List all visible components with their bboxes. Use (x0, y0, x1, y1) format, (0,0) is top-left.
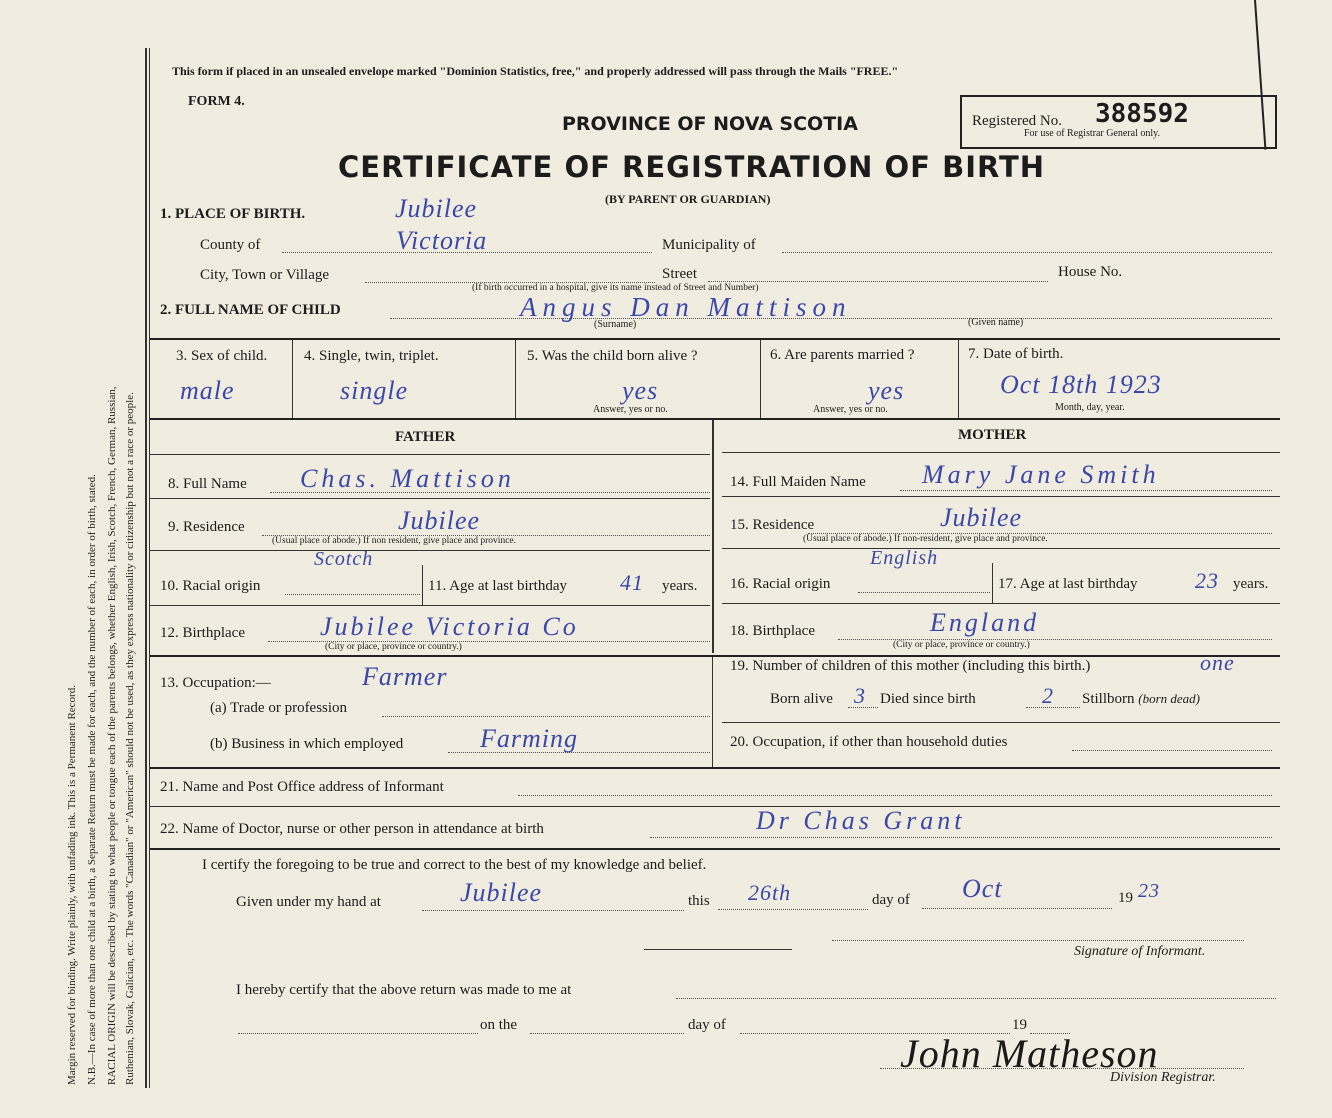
year-value: 23 (1138, 880, 1160, 902)
registered-box (960, 95, 1277, 149)
mother-heading: MOTHER (958, 427, 1027, 443)
province-heading: PROVINCE OF NOVA SCOTIA (562, 113, 858, 135)
dob-label: 7. Date of birth. (968, 346, 1064, 362)
doctor-label: 22. Name of Doctor, nurse or other person in attendance at birth (160, 821, 544, 837)
margin-note-3: RACIAL ORIGIN will be described by stating to what people or tongue each of the parents belongs, whether English, Irish, Scotch, French, German, Russian, (106, 386, 118, 1085)
children-count-value: one (1200, 650, 1235, 675)
child-name-value: Angus Dan Mattison (520, 292, 852, 322)
margin-note-2: N.B.—In case of more than one child at a birth, a Separate Return must be made for each, and the number of each, in order of birth, stated. (86, 474, 98, 1085)
certify-statement: I certify the foregoing to be true and correct to the best of my knowledge and belief. (202, 857, 707, 873)
surname-note: (Surname) (594, 319, 637, 330)
born-alive-label: 5. Was the child born alive ? (527, 348, 698, 364)
plurality-label: 4. Single, twin, triplet. (304, 348, 439, 364)
subtitle: (BY PARENT OR GUARDIAN) (605, 192, 771, 206)
born-alive-note: Answer, yes or no. (593, 404, 668, 415)
street-label: Street (662, 266, 697, 282)
left-border (145, 48, 147, 1088)
father-name-value: Chas. Mattison (300, 464, 515, 493)
day-of-label: day of (872, 892, 910, 908)
trade-label: (a) Trade or profession (210, 700, 348, 716)
given-under-hand-label: Given under my hand at (236, 894, 381, 910)
father-race-value: Scotch (314, 548, 374, 570)
informant-label: 21. Name and Post Office address of Informant (160, 779, 444, 795)
father-occupation-value: Farmer (362, 662, 448, 691)
registered-note: For use of Registrar General only. (1024, 128, 1160, 139)
mother-residence-value: Jubilee (940, 503, 1023, 532)
mother-birthplace-value: England (930, 608, 1040, 637)
division-registrar-label: Division Registrar. (1110, 1070, 1216, 1085)
business-label: (b) Business in which employed (210, 736, 404, 752)
margin-note-1: Margin reserved for binding. Write plainly, with unfading ink. This is a Permanent Record. (66, 685, 78, 1085)
given-name-note: (Given name) (968, 317, 1024, 328)
died-label: Died since birth (880, 691, 976, 707)
mother-birthplace-label: 18. Birthplace (730, 623, 815, 639)
mother-residence-label: 15. Residence (730, 517, 815, 533)
father-age-label: 11. Age at last birthday (428, 578, 567, 594)
mother-age-value: 23 (1195, 568, 1219, 593)
margin-note-4: Ruthenian, Slovak, Galician, etc. The words "Canadian" or "American" should not be used, as they express nationality or citizenship but not a race or people. (124, 392, 136, 1085)
stillborn-note: (born dead) (1138, 691, 1201, 706)
born-alive-count-label: Born alive (770, 691, 833, 707)
married-note: Answer, yes or no. (813, 404, 888, 415)
year-prefix: 19 (1118, 890, 1133, 906)
mother-birthplace-note: (City or place, province or country.) (893, 640, 1030, 650)
mother-residence-note: (Usual place of abode.) If non-resident, give place and province. (803, 534, 1048, 544)
year-prefix-2: 19 (1012, 1017, 1027, 1033)
father-residence-label: 9. Residence (168, 519, 245, 535)
doctor-value: Dr Chas Grant (756, 806, 966, 835)
father-birthplace-note: (City or place, province or country.) (325, 642, 462, 652)
form-number: FORM 4. (188, 94, 245, 109)
mother-occupation-label: 20. Occupation, if other than household duties (730, 734, 1008, 750)
informant-signature-label: Signature of Informant. (1074, 944, 1206, 959)
dob-note: Month, day, year. (1055, 402, 1125, 413)
father-residence-note: (Usual place of abode.) If non resident, give place and province. (272, 536, 516, 546)
left-border-inner (149, 48, 150, 1088)
on-the-label: on the (480, 1017, 518, 1033)
child-name-label: 2. FULL NAME OF CHILD (160, 302, 341, 318)
mother-name-label: 14. Full Maiden Name (730, 474, 866, 490)
father-age-value: 41 (620, 570, 644, 595)
children-count-label: 19. Number of children of this mother (including this birth.) (730, 658, 1091, 674)
father-birthplace-value: Jubilee Victoria Co (320, 612, 579, 641)
mother-race-value: English (870, 547, 939, 569)
registered-label: Registered No. (972, 113, 1062, 129)
father-heading: FATHER (395, 429, 456, 445)
sex-label: 3. Sex of child. (176, 348, 268, 364)
registrar-statement: I hereby certify that the above return was made to me at (236, 982, 572, 998)
city-label: City, Town or Village (200, 267, 330, 283)
born-alive-count-value: 3 (854, 683, 866, 708)
stillborn-label: Stillborn (1082, 691, 1135, 707)
house-label: House No. (1058, 264, 1123, 280)
hospital-note: (If birth occurred in a hospital, give its name instead of Street and Number) (472, 283, 759, 293)
municipality-label: Municipality of (662, 237, 756, 253)
county-label: County of (200, 237, 261, 253)
business-value: Farming (480, 724, 578, 753)
dob-value: Oct 18th 1923 (1000, 370, 1162, 399)
given-place-value: Jubilee (460, 878, 543, 907)
father-birthplace-label: 12. Birthplace (160, 625, 245, 641)
registrar-signature: John Matheson (900, 1031, 1159, 1076)
registered-number: 388592 (1095, 99, 1189, 129)
plurality-value: single (340, 376, 409, 405)
born-alive-value: yes (622, 376, 659, 405)
mother-age-label: 17. Age at last birthday (998, 576, 1138, 592)
father-name-label: 8. Full Name (168, 476, 247, 492)
day-of-label-2: day of (688, 1017, 726, 1033)
mother-race-label: 16. Racial origin (730, 576, 831, 592)
mail-notice: This form if placed in an unsealed envelope marked "Dominion Statistics, free," and properly addressed will pass through the Mails "FREE." (172, 64, 899, 78)
this-label: this (688, 893, 710, 909)
father-residence-value: Jubilee (398, 506, 481, 535)
mother-years: years. (1233, 576, 1269, 592)
place-of-birth-label: 1. PLACE OF BIRTH. (160, 206, 306, 222)
page-title: CERTIFICATE OF REGISTRATION OF BIRTH (338, 150, 1046, 184)
county-value: Victoria (396, 226, 488, 255)
month-value: Oct (962, 874, 1003, 903)
father-race-label: 10. Racial origin (160, 578, 261, 594)
day-value: 26th (748, 880, 792, 905)
father-years: years. (662, 578, 698, 594)
married-label: 6. Are parents married ? (770, 347, 915, 363)
place-of-birth-value: Jubilee (395, 194, 478, 223)
married-value: yes (868, 376, 905, 405)
father-occupation-label: 13. Occupation:— (160, 675, 271, 691)
sex-value: male (180, 376, 235, 405)
died-value: 2 (1042, 683, 1054, 708)
mother-name-value: Mary Jane Smith (922, 460, 1160, 489)
